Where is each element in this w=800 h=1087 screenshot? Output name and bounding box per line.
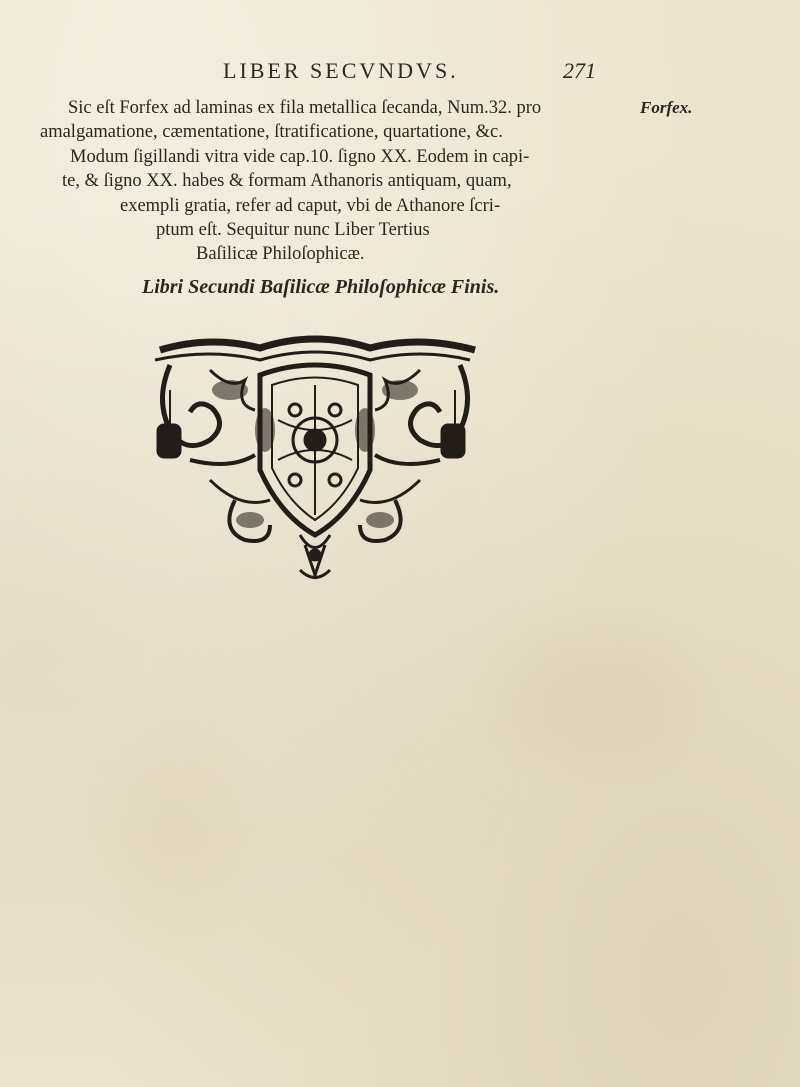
text-line: Sic eſt Forfex ad laminas ex fila metallica ſecanda, Num.32. pro — [68, 98, 542, 118]
running-title: LIBER SECVNDVS. — [223, 58, 459, 83]
text-line: te, & ſigno XX. habes & formam Athanoris antiquam, quam, — [62, 171, 512, 191]
text-line: amalgamatione, cæmentatione, ſtratificatione, quartatione, &c. — [40, 122, 503, 142]
page-number: 271 — [563, 58, 596, 83]
text-line: Modum ſigillandi vitra vide cap.10. ſigno XX. Eodem in capi- — [70, 147, 530, 167]
colophon: Libri Secundi Baſilicæ Philoſophicæ Finis. — [142, 276, 500, 298]
paper-stain — [60, 700, 280, 960]
paper-stain — [470, 600, 730, 800]
tailpiece-ornament-icon — [150, 330, 480, 590]
margin-note: Forfex. — [640, 98, 693, 117]
text-line: ptum eſt. Sequitur nunc Liber Tertius — [156, 220, 430, 240]
text-line: Baſilicæ Philoſophicæ. — [196, 244, 365, 264]
text-line: exempli gratia, refer ad caput, vbi de Athanore ſcri- — [120, 196, 501, 216]
